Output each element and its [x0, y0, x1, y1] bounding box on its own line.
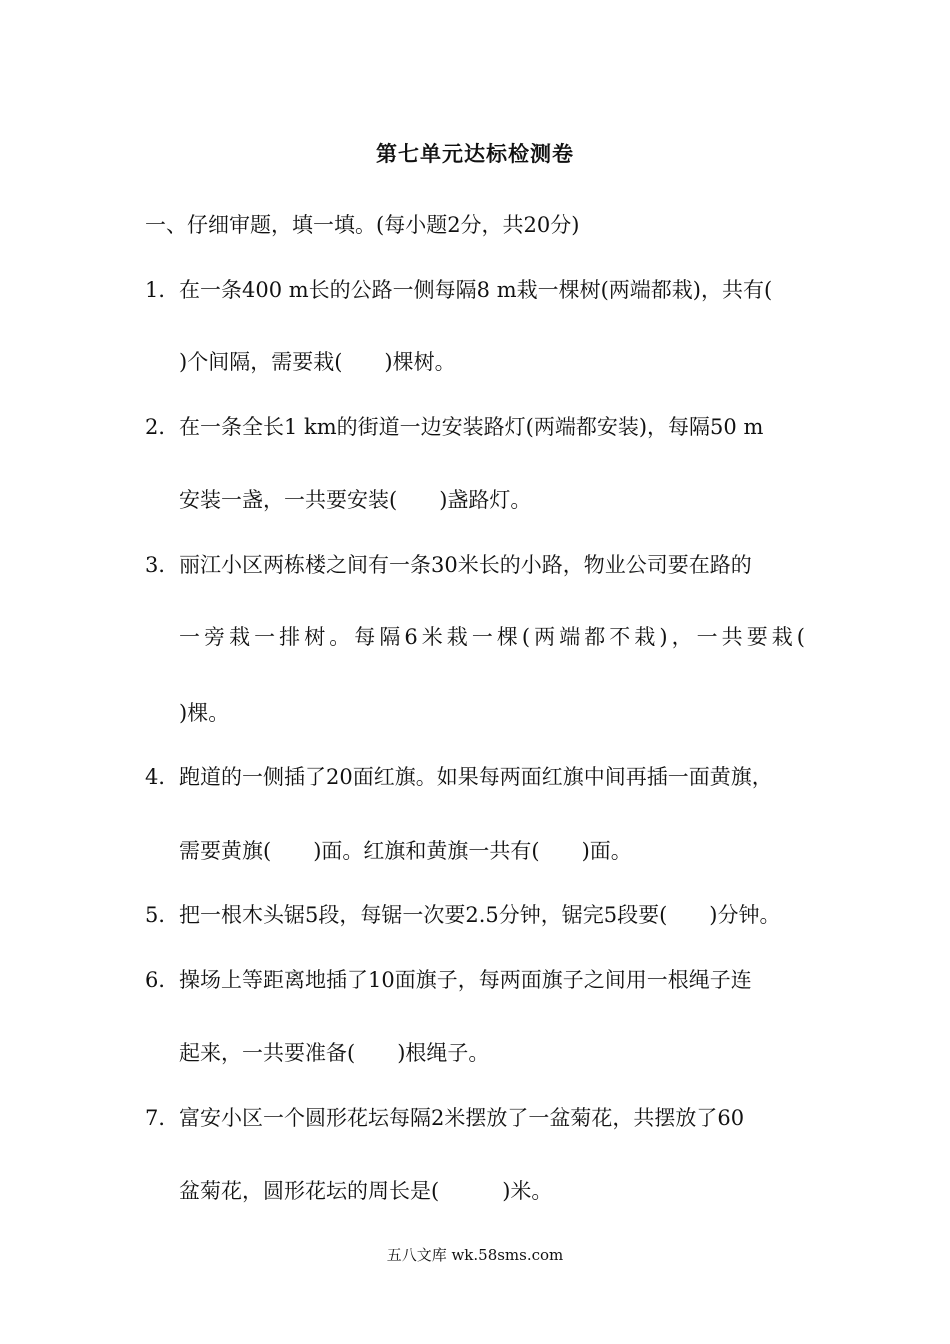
question-7-line-1: 富安小区一个圆形花坛每隔2米摆放了一盆菊花，共摆放了60 [179, 1106, 745, 1130]
page-title: 第七单元达标检测卷 [376, 142, 574, 166]
question-3-line-3: )棵。 [179, 701, 230, 725]
question-7-line-2: 盆菊花，圆形花坛的周长是( )米。 [179, 1179, 553, 1203]
question-5-line-1: 把一根木头锯5段，每锯一次要2.5分钟，锯完5段要( )分钟。 [179, 903, 781, 927]
question-6-line-2: 起来，一共要准备( )根绳子。 [179, 1041, 490, 1065]
section-heading: 一、仔细审题，填一填。(每小题2分，共20分) [145, 213, 580, 237]
question-2-number: 2． [145, 415, 180, 439]
question-3-number: 3． [145, 553, 180, 577]
question-1-line-1: 在一条400 m长的公路一侧每隔8 m栽一棵树(两端都栽)，共有( [179, 278, 773, 302]
question-4-line-2: 需要黄旗( )面。红旗和黄旗一共有( )面。 [179, 839, 632, 863]
question-2-line-2: 安装一盏，一共要安装( )盏路灯。 [179, 488, 532, 512]
question-3-line-2: 一旁栽一排树。每隔6米栽一棵(两端都不栽)，一共要栽( [179, 625, 805, 649]
question-4-line-1: 跑道的一侧插了20面红旗。如果每两面红旗中间再插一面黄旗， [179, 765, 773, 789]
question-3-line-1: 丽江小区两栋楼之间有一条30米长的小路，物业公司要在路的 [179, 553, 752, 577]
question-4-number: 4． [145, 765, 180, 789]
page-footer: 五八文库 wk.58sms.com [386, 1246, 564, 1264]
question-2-line-1: 在一条全长1 km的街道一边安装路灯(两端都安装)，每隔50 m [179, 415, 764, 439]
question-1-line-2: )个间隔，需要栽( )棵树。 [179, 350, 456, 374]
question-6-number: 6． [145, 968, 180, 992]
question-7-number: 7． [145, 1106, 180, 1130]
question-1-number: 1． [145, 278, 180, 302]
question-6-line-1: 操场上等距离地插了10面旗子，每两面旗子之间用一根绳子连 [179, 968, 752, 992]
question-5-number: 5． [145, 903, 180, 927]
